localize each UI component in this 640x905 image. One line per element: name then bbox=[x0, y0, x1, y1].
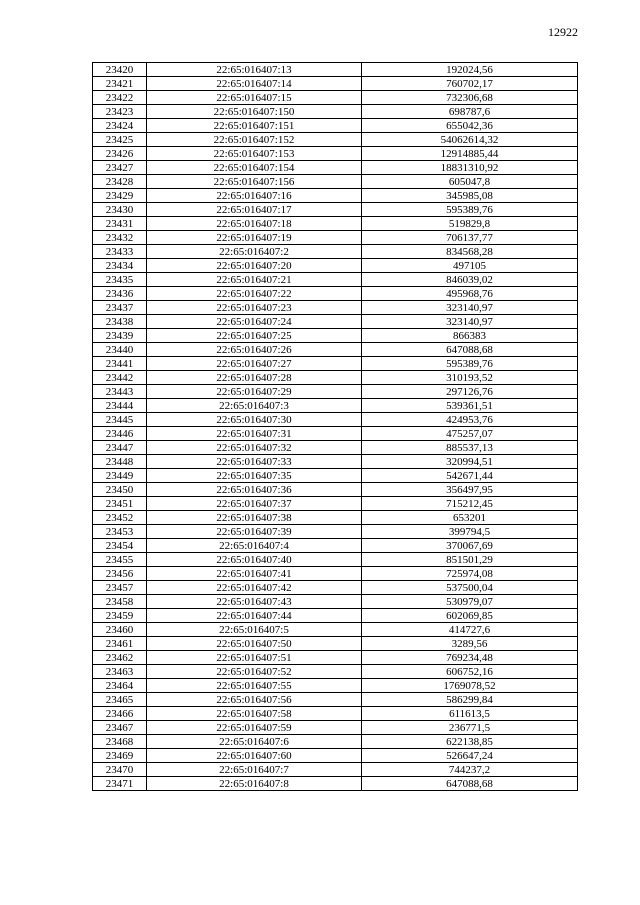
row-number-cell: 23446 bbox=[93, 427, 147, 441]
row-number-cell: 23471 bbox=[93, 777, 147, 791]
row-number-cell: 23441 bbox=[93, 357, 147, 371]
cadastral-number-cell: 22:65:016407:150 bbox=[147, 105, 362, 119]
row-number-cell: 23469 bbox=[93, 749, 147, 763]
cadastral-number-cell: 22:65:016407:22 bbox=[147, 287, 362, 301]
table-row bbox=[93, 777, 578, 791]
cadastral-number-cell: 22:65:016407:33 bbox=[147, 455, 362, 469]
cadastral-number-cell: 22:65:016407:2 bbox=[147, 245, 362, 259]
value-cell: 530979,07 bbox=[362, 595, 578, 609]
cadastral-number-cell: 22:65:016407:5 bbox=[147, 623, 362, 637]
table-row bbox=[93, 539, 578, 553]
cadastral-number-cell: 22:65:016407:24 bbox=[147, 315, 362, 329]
cadastral-number-cell: 22:65:016407:43 bbox=[147, 595, 362, 609]
row-number-cell: 23455 bbox=[93, 553, 147, 567]
value-cell: 732306,68 bbox=[362, 91, 578, 105]
value-cell: 606752,16 bbox=[362, 665, 578, 679]
table-row bbox=[93, 595, 578, 609]
table-row bbox=[93, 763, 578, 777]
table-row bbox=[93, 189, 578, 203]
cadastral-number-cell: 22:65:016407:14 bbox=[147, 77, 362, 91]
table-row bbox=[93, 119, 578, 133]
table-row bbox=[93, 217, 578, 231]
row-number-cell: 23425 bbox=[93, 133, 147, 147]
value-cell: 345985,08 bbox=[362, 189, 578, 203]
row-number-cell: 23461 bbox=[93, 637, 147, 651]
value-cell: 602069,85 bbox=[362, 609, 578, 623]
value-cell: 586299,84 bbox=[362, 693, 578, 707]
value-cell: 12914885,44 bbox=[362, 147, 578, 161]
cadastral-number-cell: 22:65:016407:19 bbox=[147, 231, 362, 245]
table-row bbox=[93, 455, 578, 469]
row-number-cell: 23432 bbox=[93, 231, 147, 245]
value-cell: 192024,56 bbox=[362, 63, 578, 77]
cadastral-number-cell: 22:65:016407:13 bbox=[147, 63, 362, 77]
cadastral-number-cell: 22:65:016407:38 bbox=[147, 511, 362, 525]
value-cell: 885537,13 bbox=[362, 441, 578, 455]
value-cell: 1769078,52 bbox=[362, 679, 578, 693]
table-row bbox=[93, 679, 578, 693]
cadastral-number-cell: 22:65:016407:154 bbox=[147, 161, 362, 175]
table-row bbox=[93, 371, 578, 385]
value-cell: 611613,5 bbox=[362, 707, 578, 721]
cadastral-number-cell: 22:65:016407:59 bbox=[147, 721, 362, 735]
table-row bbox=[93, 413, 578, 427]
table-row bbox=[93, 315, 578, 329]
value-cell: 605047,8 bbox=[362, 175, 578, 189]
row-number-cell: 23452 bbox=[93, 511, 147, 525]
table-row bbox=[93, 651, 578, 665]
table-row bbox=[93, 721, 578, 735]
cadastral-number-cell: 22:65:016407:42 bbox=[147, 581, 362, 595]
cadastral-number-cell: 22:65:016407:44 bbox=[147, 609, 362, 623]
table-row bbox=[93, 469, 578, 483]
cadastral-number-cell: 22:65:016407:37 bbox=[147, 497, 362, 511]
row-number-cell: 23421 bbox=[93, 77, 147, 91]
value-cell: 622138,85 bbox=[362, 735, 578, 749]
cadastral-number-cell: 22:65:016407:16 bbox=[147, 189, 362, 203]
value-cell: 760702,17 bbox=[362, 77, 578, 91]
row-number-cell: 23426 bbox=[93, 147, 147, 161]
row-number-cell: 23435 bbox=[93, 273, 147, 287]
table-row bbox=[93, 581, 578, 595]
cadastral-number-cell: 22:65:016407:40 bbox=[147, 553, 362, 567]
value-cell: 526647,24 bbox=[362, 749, 578, 763]
row-number-cell: 23448 bbox=[93, 455, 147, 469]
value-cell: 424953,76 bbox=[362, 413, 578, 427]
cadastral-number-cell: 22:65:016407:52 bbox=[147, 665, 362, 679]
cadastral-number-cell: 22:65:016407:30 bbox=[147, 413, 362, 427]
table-row bbox=[93, 483, 578, 497]
row-number-cell: 23456 bbox=[93, 567, 147, 581]
value-cell: 706137,77 bbox=[362, 231, 578, 245]
table-row bbox=[93, 497, 578, 511]
row-number-cell: 23453 bbox=[93, 525, 147, 539]
cadastral-number-cell: 22:65:016407:156 bbox=[147, 175, 362, 189]
row-number-cell: 23450 bbox=[93, 483, 147, 497]
table-row bbox=[93, 441, 578, 455]
value-cell: 744237,2 bbox=[362, 763, 578, 777]
value-cell: 356497,95 bbox=[362, 483, 578, 497]
table-row bbox=[93, 735, 578, 749]
value-cell: 3289,56 bbox=[362, 637, 578, 651]
row-number-cell: 23442 bbox=[93, 371, 147, 385]
row-number-cell: 23437 bbox=[93, 301, 147, 315]
row-number-cell: 23464 bbox=[93, 679, 147, 693]
cadastral-number-cell: 22:65:016407:26 bbox=[147, 343, 362, 357]
value-cell: 18831310,92 bbox=[362, 161, 578, 175]
table-row bbox=[93, 707, 578, 721]
value-cell: 595389,76 bbox=[362, 203, 578, 217]
value-cell: 537500,04 bbox=[362, 581, 578, 595]
cadastral-number-cell: 22:65:016407:56 bbox=[147, 693, 362, 707]
row-number-cell: 23451 bbox=[93, 497, 147, 511]
value-cell: 851501,29 bbox=[362, 553, 578, 567]
row-number-cell: 23438 bbox=[93, 315, 147, 329]
row-number-cell: 23423 bbox=[93, 105, 147, 119]
value-cell: 323140,97 bbox=[362, 315, 578, 329]
table-row bbox=[93, 63, 578, 77]
cadastral-number-cell: 22:65:016407:15 bbox=[147, 91, 362, 105]
row-number-cell: 23460 bbox=[93, 623, 147, 637]
table-row bbox=[93, 553, 578, 567]
table-row bbox=[93, 147, 578, 161]
row-number-cell: 23459 bbox=[93, 609, 147, 623]
row-number-cell: 23457 bbox=[93, 581, 147, 595]
cadastral-number-cell: 22:65:016407:35 bbox=[147, 469, 362, 483]
table-row bbox=[93, 343, 578, 357]
table-row bbox=[93, 105, 578, 119]
table-row bbox=[93, 511, 578, 525]
cadastral-number-cell: 22:65:016407:21 bbox=[147, 273, 362, 287]
cadastral-number-cell: 22:65:016407:29 bbox=[147, 385, 362, 399]
cadastral-number-cell: 22:65:016407:55 bbox=[147, 679, 362, 693]
cadastral-number-cell: 22:65:016407:23 bbox=[147, 301, 362, 315]
cadastral-number-cell: 22:65:016407:39 bbox=[147, 525, 362, 539]
row-number-cell: 23440 bbox=[93, 343, 147, 357]
cadastral-number-cell: 22:65:016407:17 bbox=[147, 203, 362, 217]
row-number-cell: 23463 bbox=[93, 665, 147, 679]
value-cell: 655042,36 bbox=[362, 119, 578, 133]
table-row bbox=[93, 231, 578, 245]
cadastral-number-cell: 22:65:016407:31 bbox=[147, 427, 362, 441]
row-number-cell: 23454 bbox=[93, 539, 147, 553]
value-cell: 542671,44 bbox=[362, 469, 578, 483]
cadastral-number-cell: 22:65:016407:3 bbox=[147, 399, 362, 413]
value-cell: 399794,5 bbox=[362, 525, 578, 539]
value-cell: 370067,69 bbox=[362, 539, 578, 553]
table-row bbox=[93, 609, 578, 623]
table-row bbox=[93, 91, 578, 105]
table-row bbox=[93, 287, 578, 301]
table-row bbox=[93, 273, 578, 287]
row-number-cell: 23445 bbox=[93, 413, 147, 427]
value-cell: 320994,51 bbox=[362, 455, 578, 469]
value-cell: 846039,02 bbox=[362, 273, 578, 287]
value-cell: 725974,08 bbox=[362, 567, 578, 581]
table-row bbox=[93, 665, 578, 679]
value-cell: 647088,68 bbox=[362, 777, 578, 791]
value-cell: 414727,6 bbox=[362, 623, 578, 637]
row-number-cell: 23468 bbox=[93, 735, 147, 749]
page-number: 12922 bbox=[548, 25, 578, 39]
value-cell: 595389,76 bbox=[362, 357, 578, 371]
cadastral-number-cell: 22:65:016407:60 bbox=[147, 749, 362, 763]
row-number-cell: 23427 bbox=[93, 161, 147, 175]
cadastral-number-cell: 22:65:016407:51 bbox=[147, 651, 362, 665]
table-row bbox=[93, 427, 578, 441]
value-cell: 495968,76 bbox=[362, 287, 578, 301]
value-cell: 475257,07 bbox=[362, 427, 578, 441]
table-row bbox=[93, 259, 578, 273]
table-row bbox=[93, 623, 578, 637]
cadastral-value-table bbox=[92, 62, 578, 791]
cadastral-number-cell: 22:65:016407:28 bbox=[147, 371, 362, 385]
cadastral-number-cell: 22:65:016407:50 bbox=[147, 637, 362, 651]
cadastral-number-cell: 22:65:016407:153 bbox=[147, 147, 362, 161]
value-cell: 539361,51 bbox=[362, 399, 578, 413]
table-row bbox=[93, 567, 578, 581]
row-number-cell: 23430 bbox=[93, 203, 147, 217]
table-row bbox=[93, 525, 578, 539]
table-row bbox=[93, 693, 578, 707]
row-number-cell: 23431 bbox=[93, 217, 147, 231]
row-number-cell: 23439 bbox=[93, 329, 147, 343]
value-cell: 497105 bbox=[362, 259, 578, 273]
value-cell: 297126,76 bbox=[362, 385, 578, 399]
cadastral-number-cell: 22:65:016407:7 bbox=[147, 763, 362, 777]
row-number-cell: 23449 bbox=[93, 469, 147, 483]
row-number-cell: 23429 bbox=[93, 189, 147, 203]
cadastral-number-cell: 22:65:016407:18 bbox=[147, 217, 362, 231]
row-number-cell: 23428 bbox=[93, 175, 147, 189]
row-number-cell: 23467 bbox=[93, 721, 147, 735]
cadastral-number-cell: 22:65:016407:41 bbox=[147, 567, 362, 581]
table-row bbox=[93, 385, 578, 399]
table-row bbox=[93, 749, 578, 763]
cadastral-number-cell: 22:65:016407:151 bbox=[147, 119, 362, 133]
row-number-cell: 23443 bbox=[93, 385, 147, 399]
row-number-cell: 23434 bbox=[93, 259, 147, 273]
table-row bbox=[93, 301, 578, 315]
value-cell: 236771,5 bbox=[362, 721, 578, 735]
row-number-cell: 23466 bbox=[93, 707, 147, 721]
row-number-cell: 23420 bbox=[93, 63, 147, 77]
table-row bbox=[93, 399, 578, 413]
row-number-cell: 23422 bbox=[93, 91, 147, 105]
value-cell: 715212,45 bbox=[362, 497, 578, 511]
row-number-cell: 23447 bbox=[93, 441, 147, 455]
table-row bbox=[93, 175, 578, 189]
cadastral-number-cell: 22:65:016407:58 bbox=[147, 707, 362, 721]
row-number-cell: 23444 bbox=[93, 399, 147, 413]
table-row bbox=[93, 161, 578, 175]
value-cell: 769234,48 bbox=[362, 651, 578, 665]
row-number-cell: 23436 bbox=[93, 287, 147, 301]
table-body bbox=[93, 63, 578, 791]
cadastral-number-cell: 22:65:016407:4 bbox=[147, 539, 362, 553]
value-cell: 647088,68 bbox=[362, 343, 578, 357]
table-row bbox=[93, 637, 578, 651]
cadastral-number-cell: 22:65:016407:8 bbox=[147, 777, 362, 791]
cadastral-number-cell: 22:65:016407:20 bbox=[147, 259, 362, 273]
table-row bbox=[93, 245, 578, 259]
cadastral-number-cell: 22:65:016407:25 bbox=[147, 329, 362, 343]
row-number-cell: 23470 bbox=[93, 763, 147, 777]
value-cell: 866383 bbox=[362, 329, 578, 343]
table-row bbox=[93, 203, 578, 217]
cadastral-number-cell: 22:65:016407:6 bbox=[147, 735, 362, 749]
value-cell: 519829,8 bbox=[362, 217, 578, 231]
row-number-cell: 23458 bbox=[93, 595, 147, 609]
table-row bbox=[93, 329, 578, 343]
value-cell: 323140,97 bbox=[362, 301, 578, 315]
table-row bbox=[93, 357, 578, 371]
value-cell: 653201 bbox=[362, 511, 578, 525]
cadastral-number-cell: 22:65:016407:27 bbox=[147, 357, 362, 371]
row-number-cell: 23465 bbox=[93, 693, 147, 707]
value-cell: 834568,28 bbox=[362, 245, 578, 259]
value-cell: 698787,6 bbox=[362, 105, 578, 119]
row-number-cell: 23424 bbox=[93, 119, 147, 133]
cadastral-number-cell: 22:65:016407:152 bbox=[147, 133, 362, 147]
value-cell: 310193,52 bbox=[362, 371, 578, 385]
cadastral-number-cell: 22:65:016407:32 bbox=[147, 441, 362, 455]
value-cell: 54062614,32 bbox=[362, 133, 578, 147]
table-row bbox=[93, 77, 578, 91]
table-row bbox=[93, 133, 578, 147]
row-number-cell: 23462 bbox=[93, 651, 147, 665]
cadastral-number-cell: 22:65:016407:36 bbox=[147, 483, 362, 497]
row-number-cell: 23433 bbox=[93, 245, 147, 259]
